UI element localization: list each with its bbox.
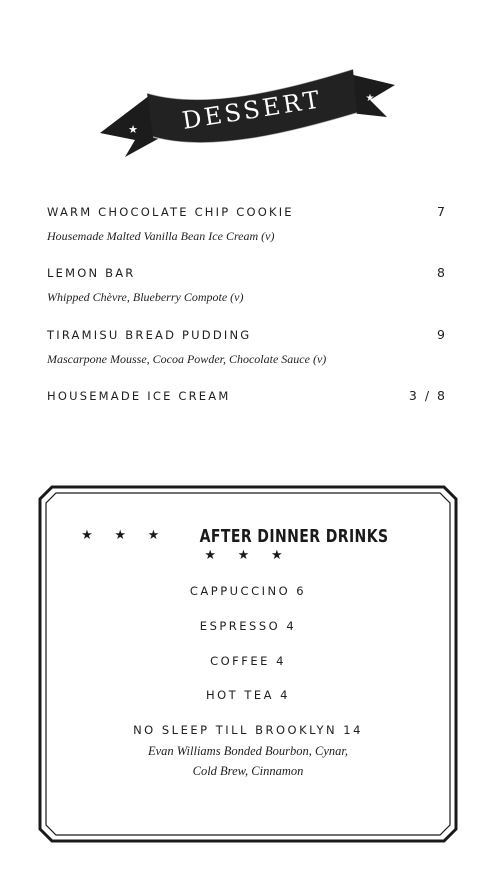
dessert-menu bbox=[47, 0, 447, 420]
stars-left: ★ ★ ★ bbox=[81, 527, 169, 542]
drink-item: NO SLEEP TILL BROOKLYN 14 bbox=[133, 723, 363, 737]
drink-description-line: Cold Brew, Cinnamon bbox=[192, 764, 304, 778]
drink-item: HOT TEA 4 bbox=[205, 688, 290, 702]
item-price: 3 / 8 bbox=[408, 388, 447, 403]
item-name: TIRAMISU BREAD PUDDING bbox=[47, 328, 252, 342]
drink-item: CAPPUCCINO 6 bbox=[189, 584, 307, 598]
item-name: HOUSEMADE ICE CREAM bbox=[47, 389, 231, 403]
stars-right: ★ ★ ★ bbox=[204, 547, 292, 562]
item-price: 9 bbox=[437, 327, 447, 342]
drink-item: ESPRESSO 4 bbox=[199, 619, 297, 633]
drink-description bbox=[38, 741, 458, 781]
item-description: Housemade Malted Vanilla Bean Ice Cream (v) bbox=[47, 229, 275, 243]
item-description: Mascarpone Mousse, Cocoa Powder, Chocolate Sauce (v) bbox=[47, 352, 327, 366]
item-description: Whipped Chèvre, Blueberry Compote (v) bbox=[47, 290, 244, 304]
banner-star-left: ★ bbox=[128, 124, 138, 136]
drink-description-line: Evan Williams Bonded Bourbon, Cynar, bbox=[148, 744, 348, 758]
item-name: WARM CHOCOLATE CHIP COOKIE bbox=[47, 205, 294, 219]
banner-star-right: ★ bbox=[365, 93, 375, 104]
item-name: LEMON BAR bbox=[47, 266, 136, 280]
item-price: 7 bbox=[437, 204, 447, 219]
drink-item: COFFEE 4 bbox=[210, 654, 286, 668]
drinks-title-row bbox=[38, 526, 458, 567]
drinks-title: AFTER DINNER DRINKS bbox=[199, 526, 389, 547]
item-price: 8 bbox=[437, 265, 447, 280]
banner-title: DESSERT bbox=[180, 85, 325, 135]
